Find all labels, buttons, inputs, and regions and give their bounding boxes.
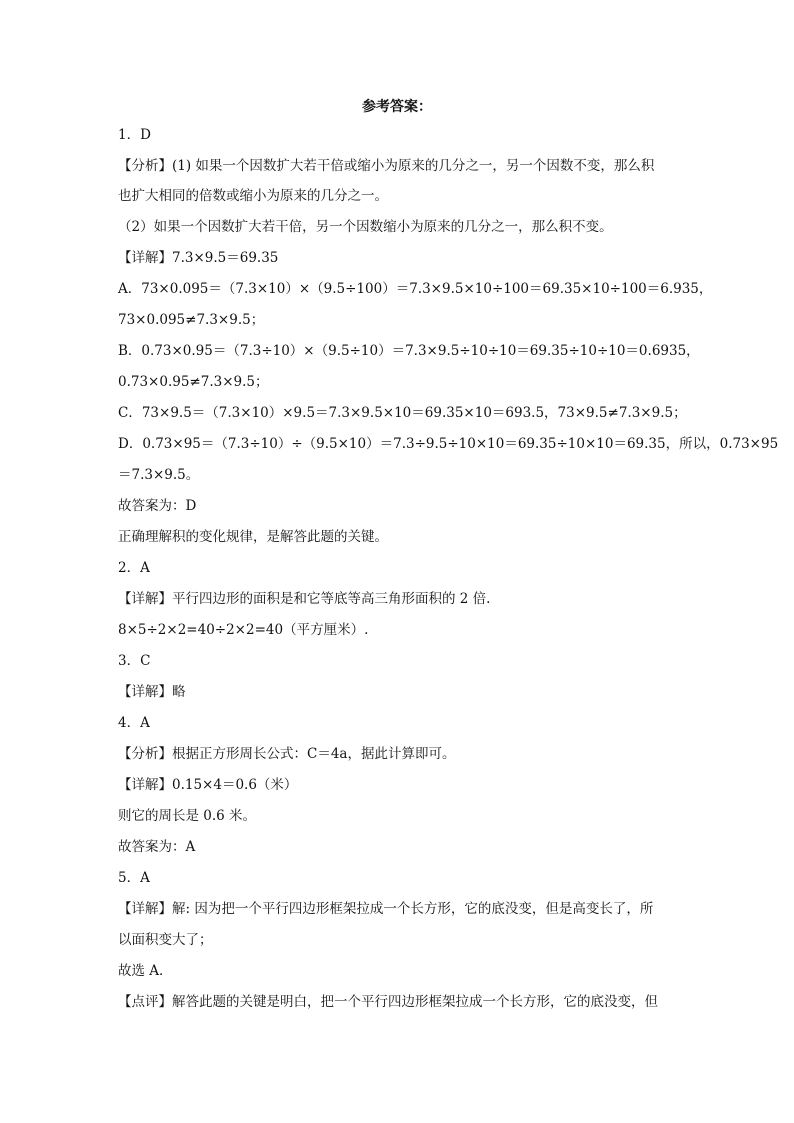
answer-line: 【详解】略: [118, 684, 186, 700]
answer-line: 3．C: [118, 653, 151, 669]
answer-line: 则它的周长是 0.6 米。: [118, 808, 257, 824]
answer-line: 4．A: [118, 715, 150, 731]
answer-line: 【点评】解答此题的关键是明白，把一个平行四边形框架拉成一个长方形，它的底没变，但: [118, 994, 658, 1010]
answer-line: 以面积变大了；: [118, 932, 213, 948]
answer-line: C．73×9.5＝（7.3×10）×9.5＝7.3×9.5×10＝69.35×10＝693.5，73×9.5≠7.3×9.5；: [118, 405, 687, 421]
answer-line: 8×5÷2×2=40÷2×2=40（平方厘米）.: [118, 622, 369, 638]
answer-line: 【详解】0.15×4＝0.6（米）: [118, 777, 298, 793]
answer-line: 【详解】7.3×9.5＝69.35: [118, 250, 279, 266]
page-title: 参考答案：: [362, 99, 432, 115]
answer-line: ＝7.3×9.5。: [118, 467, 200, 483]
answer-line: 故答案为：D: [118, 498, 197, 514]
answer-line: 也扩大相同的倍数或缩小为原来的几分之一。: [118, 188, 388, 204]
answer-line: 正确理解积的变化规律，是解答此题的关键。: [118, 529, 388, 545]
answer-line: 【详解】解: 因为把一个平行四边形框架拉成一个长方形，它的底没变，但是高变长了，所: [118, 901, 654, 917]
answer-line: 故答案为：A: [118, 839, 196, 855]
answer-line: 【分析】(1) 如果一个因数扩大若干倍或缩小为原来的几分之一，另一个因数不变，那么积: [118, 158, 655, 174]
answer-line: 5．A: [118, 870, 150, 886]
answer-line: 故选 A．: [118, 963, 173, 979]
answer-line: 【分析】根据正方形周长公式：C＝4a，据此计算即可。: [118, 746, 456, 762]
answer-line: 【详解】平行四边形的面积是和它等底等高三角形面积的 2 倍.: [118, 591, 491, 607]
answer-line: 1．D: [118, 127, 151, 143]
answer-line: 2．A: [118, 560, 150, 576]
answer-line: B．0.73×0.95＝（7.3÷10）×（9.5÷10）＝7.3×9.5÷10÷10＝69.35÷10÷10＝0.6935，: [118, 343, 700, 359]
answer-line: 0.73×0.95≠7.3×9.5；: [118, 374, 269, 390]
answer-line: （2）如果一个因数扩大若干倍，另一个因数缩小为原来的几分之一，那么积不变。: [118, 219, 613, 235]
answer-line: 73×0.095≠7.3×9.5；: [118, 312, 265, 328]
answer-line: A．73×0.095＝（7.3×10）×（9.5÷100）＝7.3×9.5×10÷100＝69.35×10÷100＝6.935，: [118, 281, 713, 297]
answer-line: D．0.73×95＝（7.3÷10）÷（9.5×10）＝7.3÷9.5÷10×10＝69.35÷10×10＝69.35，所以，0.73×95: [118, 436, 779, 452]
